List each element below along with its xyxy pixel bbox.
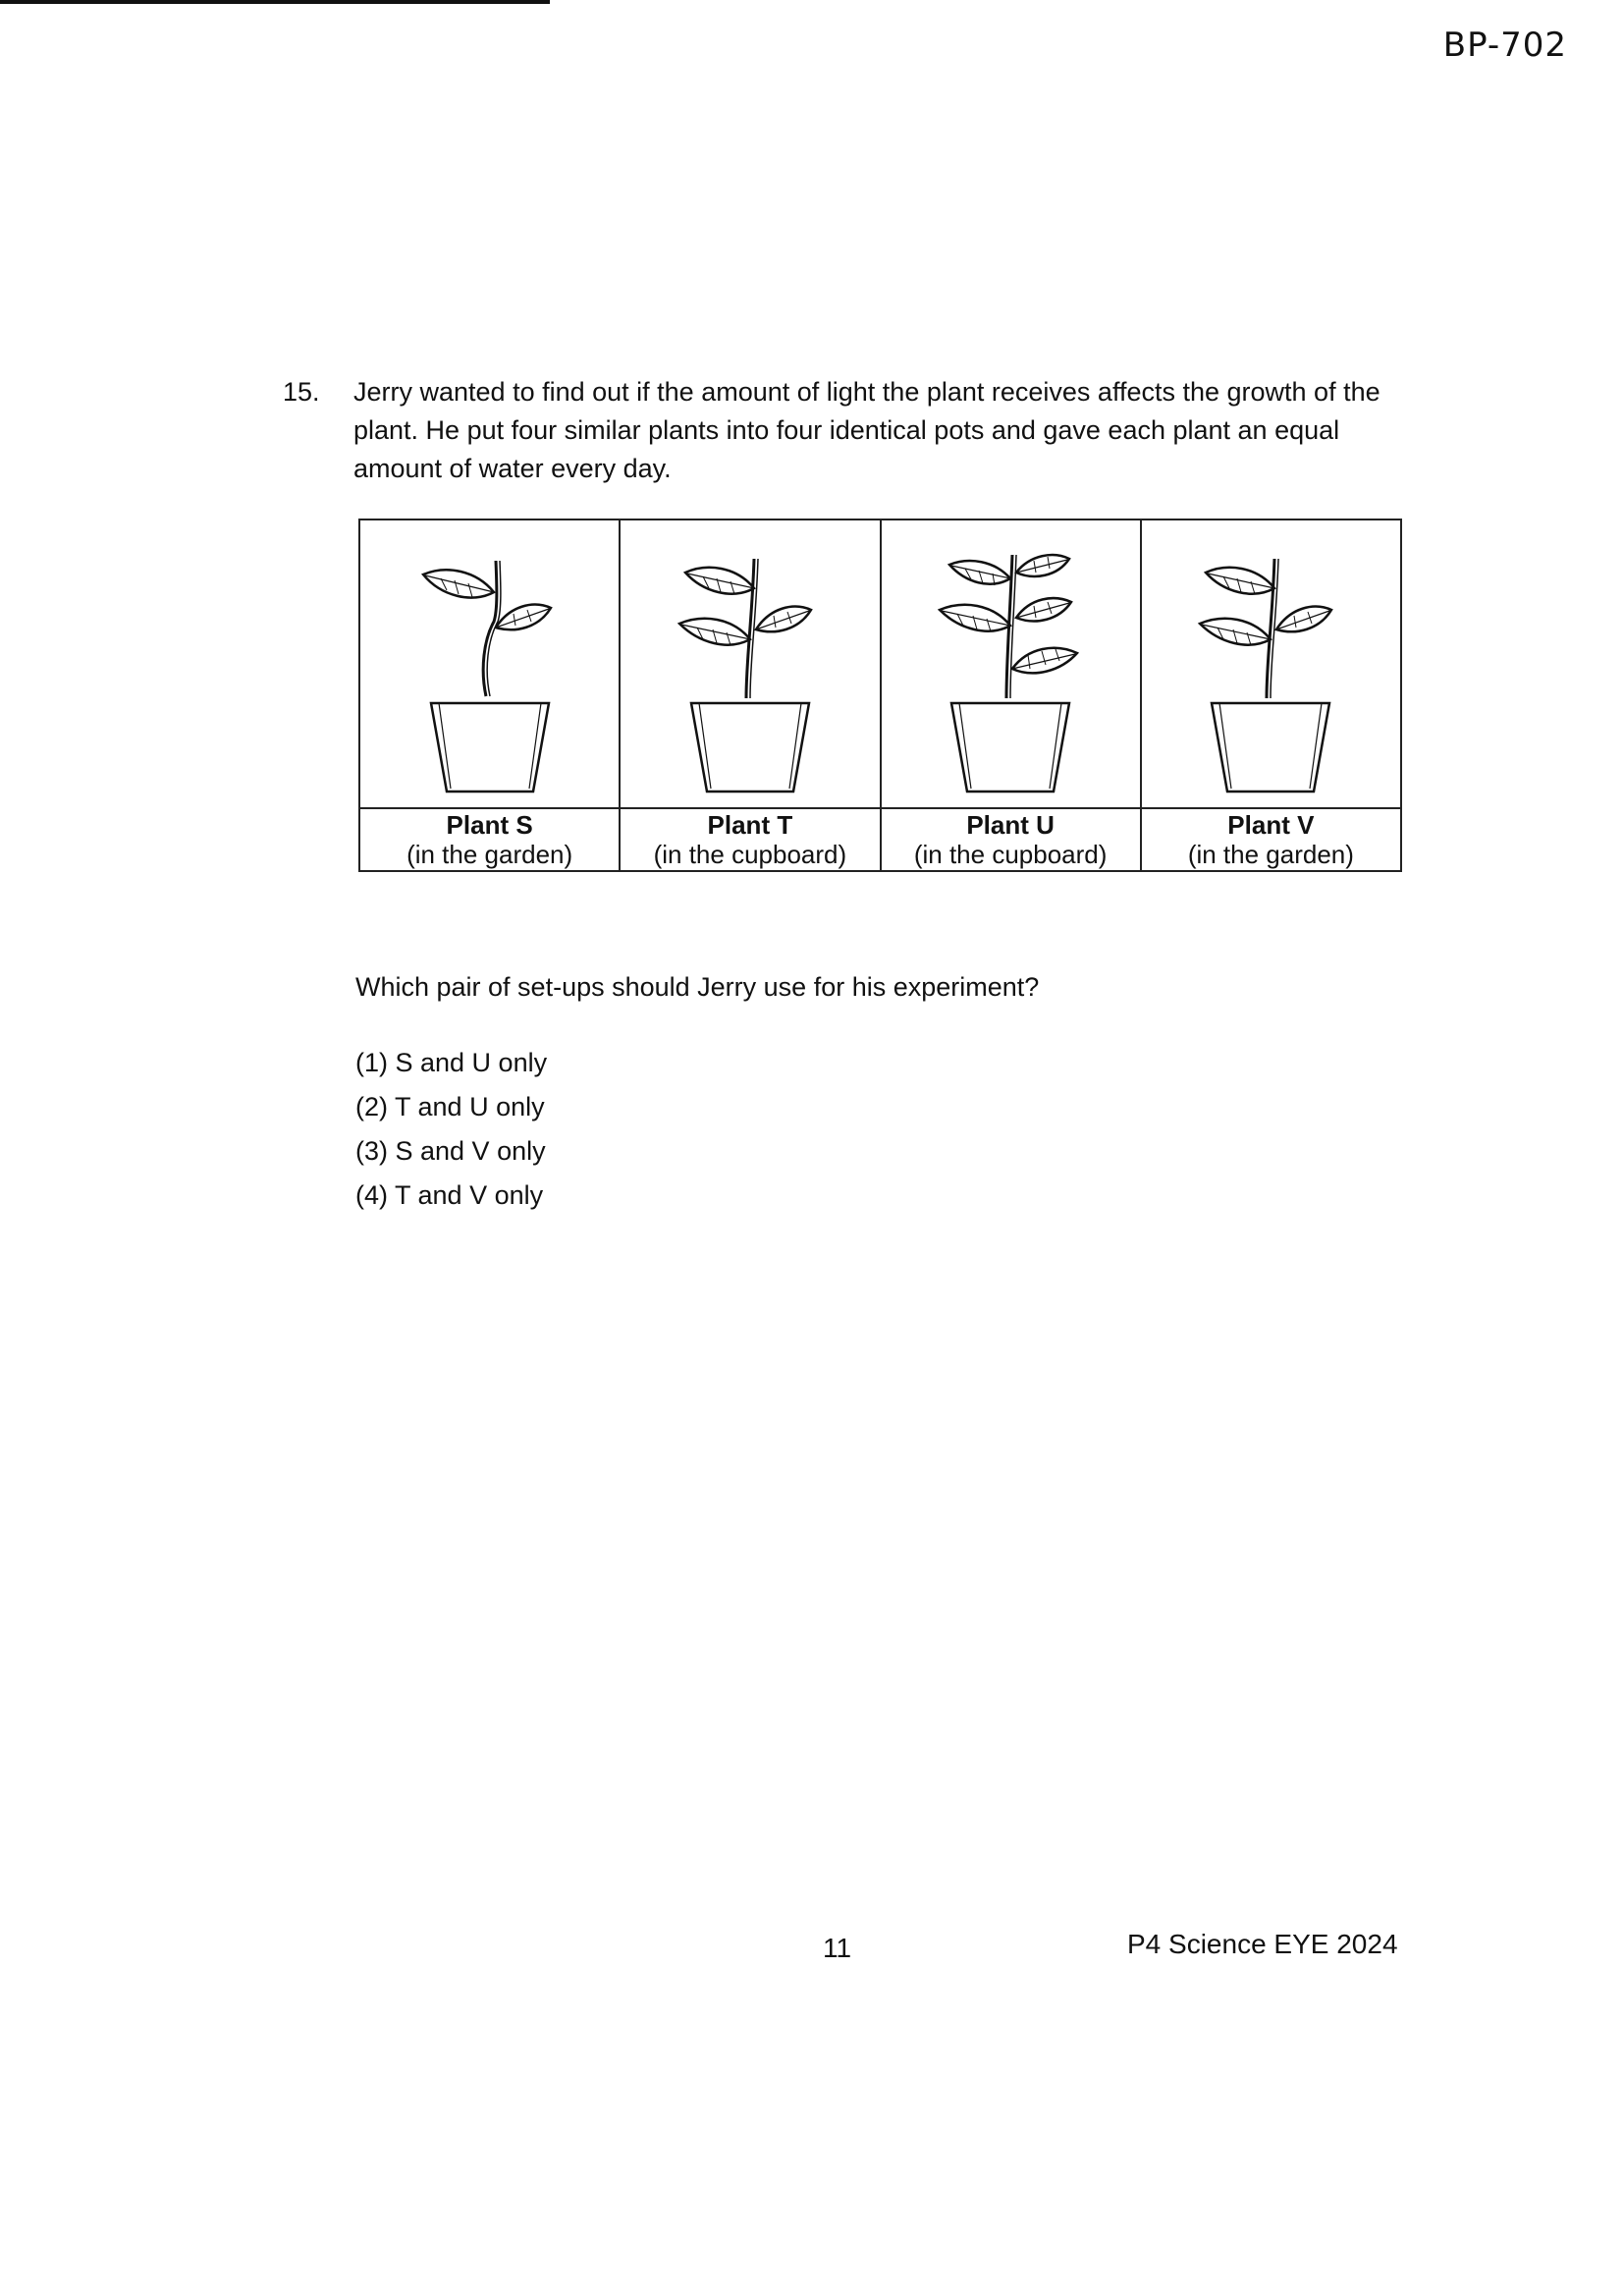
pot-icon [951,703,1069,792]
leaf-icon [1276,607,1331,632]
leaf-icon [496,605,551,630]
leaf-icon [756,607,811,632]
footer-title: P4 Science EYE 2024 [1127,1929,1398,1959]
answer-options [355,1041,547,1218]
plant-setup-table [358,519,1402,872]
document-code: BP-702 [1442,26,1567,65]
option-1[interactable]: (1) S and U only [355,1048,548,1077]
question-number: 15. [283,377,320,407]
leaf-icon [679,619,750,645]
pot-icon [431,703,549,792]
leaf-icon [949,561,1010,585]
plant-s-cell [359,519,620,808]
plant-location: (in the garden) [406,840,573,869]
leaf-icon [1200,619,1271,645]
option-2[interactable]: (2) T and U only [355,1092,545,1121]
plant-location: (in the cupboard) [913,840,1108,869]
plant-location: (in the cupboard) [653,840,847,869]
option-3[interactable]: (3) S and V only [355,1136,546,1166]
plant-t-cell [620,519,880,808]
option-4[interactable]: (4) T and V only [355,1180,544,1210]
leaf-icon [940,605,1010,631]
plant-location: (in the garden) [1187,840,1354,869]
plant-name: Plant S [446,810,533,840]
plant-v-cell [1141,519,1401,808]
leaf-icon [1016,555,1069,576]
leaf-icon [685,568,754,594]
plant-u-cell [881,519,1141,808]
plant-v-image [1192,531,1349,796]
plant-v-label [1141,808,1401,871]
question-prompt: Which pair of set-ups should Jerry use for his experiment? [355,972,1040,1002]
plant-t-label [620,808,880,871]
plant-u-image [932,531,1089,796]
plant-s-image [411,531,568,796]
plant-t-image [672,531,829,796]
leaf-icon [1012,648,1077,674]
plant-s-label [359,808,620,871]
top-rule [0,0,550,4]
plant-name: Plant U [966,810,1055,840]
leaf-icon [423,570,494,597]
plant-u-label [881,808,1141,871]
question-text: Jerry wanted to find out if the amount of light the plant receives affects the growth of the plant. He put four similar plants into four identical pots and gave each plant an equal amount of water every day. [353,377,1380,483]
pot-icon [691,703,809,792]
leaf-icon [1016,598,1071,621]
plant-name: Plant V [1227,810,1315,840]
page-number: 11 [823,1933,852,1963]
pot-icon [1212,703,1329,792]
plant-name: Plant T [707,810,793,840]
leaf-icon [1206,568,1274,594]
